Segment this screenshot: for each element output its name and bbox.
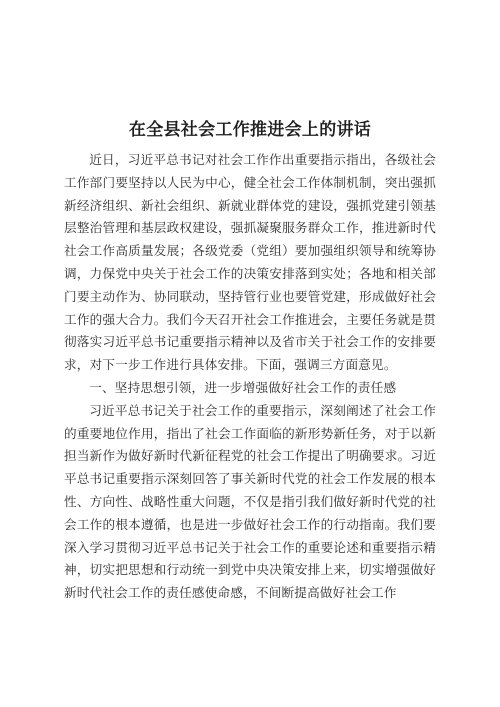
document-body [64,149,436,605]
section-heading: 一、坚持思想引领，进一步增强做好社会工作的责任感 [89,379,397,395]
document-title: 在全县社会工作推进会上的讲话 [128,120,372,140]
intro-paragraph: 近日，习近平总书记对社会工作作出重要指示指出，各级社会工作部门要坚持以人民为中心，健全社会工作体制机制，突出强抓新经济组织、新社会组织、新就业群体党的建设，强抓党建引领基层整治管理和基层政权建设，强抓凝聚服务群众工作，推进新时代社会工作高质量发展；各级党委（党组）要加强组织领导和统筹协调，力保党中央关于社会工作的决策安排落到实处；各地和相关部门要主动作为、协同联动，坚持管行业也要管党建，形成做好社会工作的强大合力。我们今天召开社会工作推进会，主要任务就是贯彻落实习近平总书记重要指示精神以及省市关于社会工作的安排要求，对下一步工作进行具体安排。下面，强调三方面意见。 [64,152,436,373]
section-paragraph: 习近平总书记关于社会工作的重要指示，深刻阐述了社会工作的重要地位作用，指出了社会工作面临的新形势新任务，对于以新担当新作为做好新时代新征程党的社会工作提出了明确要求。习近平总书记重要指示深刻回答了事关新时代党的社会工作发展的根本性、方向性、战略性重大问题，不仅是指引我们做好新时代党的社会工作的根本遵循，也是进一步做好社会工作的行动指南。我们要深入学习贯彻习近平总书记关于社会工作的重要论述和重要指示精神，切实把思想和行动统一到党中央决策安排上来，切实增强做好新时代社会工作的责任感使命感，不间断提高做好社会工作 [64,402,436,601]
